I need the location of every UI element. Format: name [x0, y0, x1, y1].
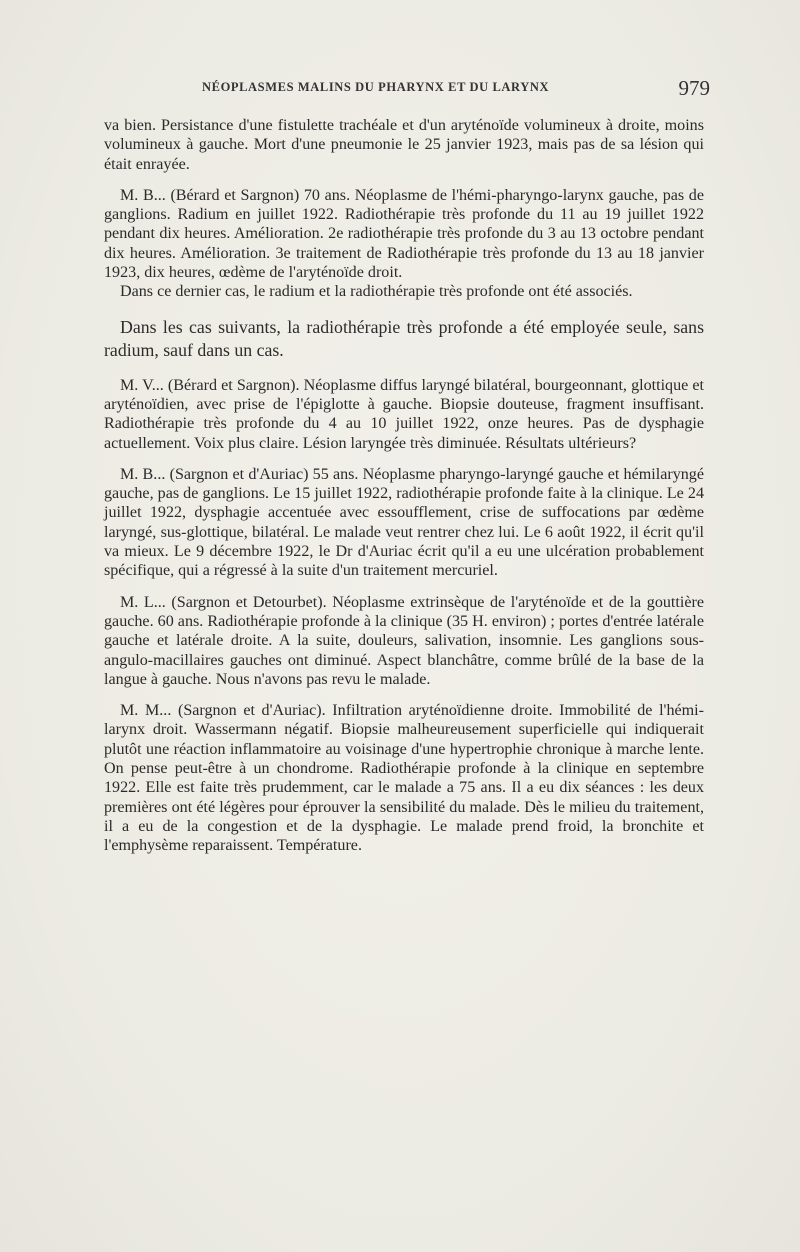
running-title: NÉOPLASMES MALINS DU PHARYNX ET DU LARYNX: [202, 80, 550, 94]
case-paragraph-mb2: M. B... (Sargnon et d'Auriac) 55 ans. Néoplasme pharyngo-laryngé gauche et hémilaryngé gauche, pas de ganglions. Le 15 juillet 1922, radiothérapie profonde faite à la clinique. Le 24 juillet 1922, dysphagie accentuée avec essoufflement, crise de suffocations par œdème laryngé, sus-glottique, bilatéral. Le malade veut rentrer chez lui. Le 6 août 1922, il écrit qu'il va mieux. Le 9 décembre 1922, le Dr d'Auriac écrit qu'il a eu une ulcération probablement spécifique, qui a régressé à la suite d'un traitement mercuriel.: [104, 465, 704, 580]
section-intro: Dans les cas suivants, la radiothérapie très profonde a été employée seule, sans radium, sauf dans un cas.: [104, 316, 704, 360]
paragraph-continuation: va bien. Persistance d'une fistulette trachéale et d'un aryténoïde volumineux à droite, moins volumineux à gauche. Mort d'une pneumonie le 25 janvier 1923, mais pas de sa lésion qui était enrayée.: [104, 117, 704, 173]
case-paragraph-ml: M. L... (Sargnon et Detourbet). Néoplasme extrinsèque de l'aryténoïde et de la gouttière gauche. 60 ans. Radiothérapie profonde à la clinique (35 H. environ) ; portes d'entrée latérale gauche et latérale droite. A la suite, douleurs, salivation, insomnie. Les ganglions sous-angulo-macillaires gauches ont diminué. Aspect blanchâtre, comme brûlé de la base de la langue à gauche. Nous n'avons pas revu le malade.: [104, 593, 704, 688]
case-paragraph-mb: M. B... (Bérard et Sargnon) 70 ans. Néoplasme de l'hémi-pharyngo-larynx gauche, pas de ganglions. Radium en juillet 1922. Radiothérapie très profonde du 11 au 19 juillet 1922 pendant dix heures. Amélioration. 2e radiothérapie très profonde du 3 au 13 octobre pendant dix heures. Amélioration. 3e traitement de Radiothérapie très profonde du 13 au 18 janvier 1923, dix heures, œdème de l'aryténoïde droit.: [104, 186, 704, 282]
page-header: [100, 76, 712, 100]
paragraph-note: Dans ce dernier cas, le radium et la radiothérapie très profonde ont été associés.: [120, 283, 633, 301]
body-text: [104, 116, 704, 856]
case-paragraph-mm: M. M... (Sargnon et d'Auriac). Infiltration aryténoïdienne droite. Immobilité de l'hémi-larynx droit. Wassermann négatif. Biopsie malheureusement superficielle qui indiquerait plutôt une réaction inflammatoire au voisinage d'une hypertrophie chronique à marche lente. On pense peut-être à un chondrome. Radiothérapie profonde à la clinique en septembre 1922. Elle est faite très prudemment, car le malade a 75 ans. Il a eu dix séances : les deux premières ont été légères pour éprouver la sensibilité du malade. Dès le milieu du traitement, il a eu de la congestion et de la dysphagie. Le malade prend froid, la bronchite et l'emphysème reparaissent. Température.: [104, 702, 704, 855]
case-paragraph-mv: M. V... (Bérard et Sargnon). Néoplasme diffus laryngé bilatéral, bourgeonnant, glottique et aryténoïdien, avec prise de l'épiglotte à gauche. Biopsie douteuse, fragment insuffisant. Radiothérapie très profonde du 4 au 10 juillet 1922, onze heures. Pas de dysphagie actuellement. Voix plus claire. Lésion laryngée très diminuée. Résultats ultérieurs?: [104, 376, 704, 452]
page-number: 979: [678, 76, 710, 100]
